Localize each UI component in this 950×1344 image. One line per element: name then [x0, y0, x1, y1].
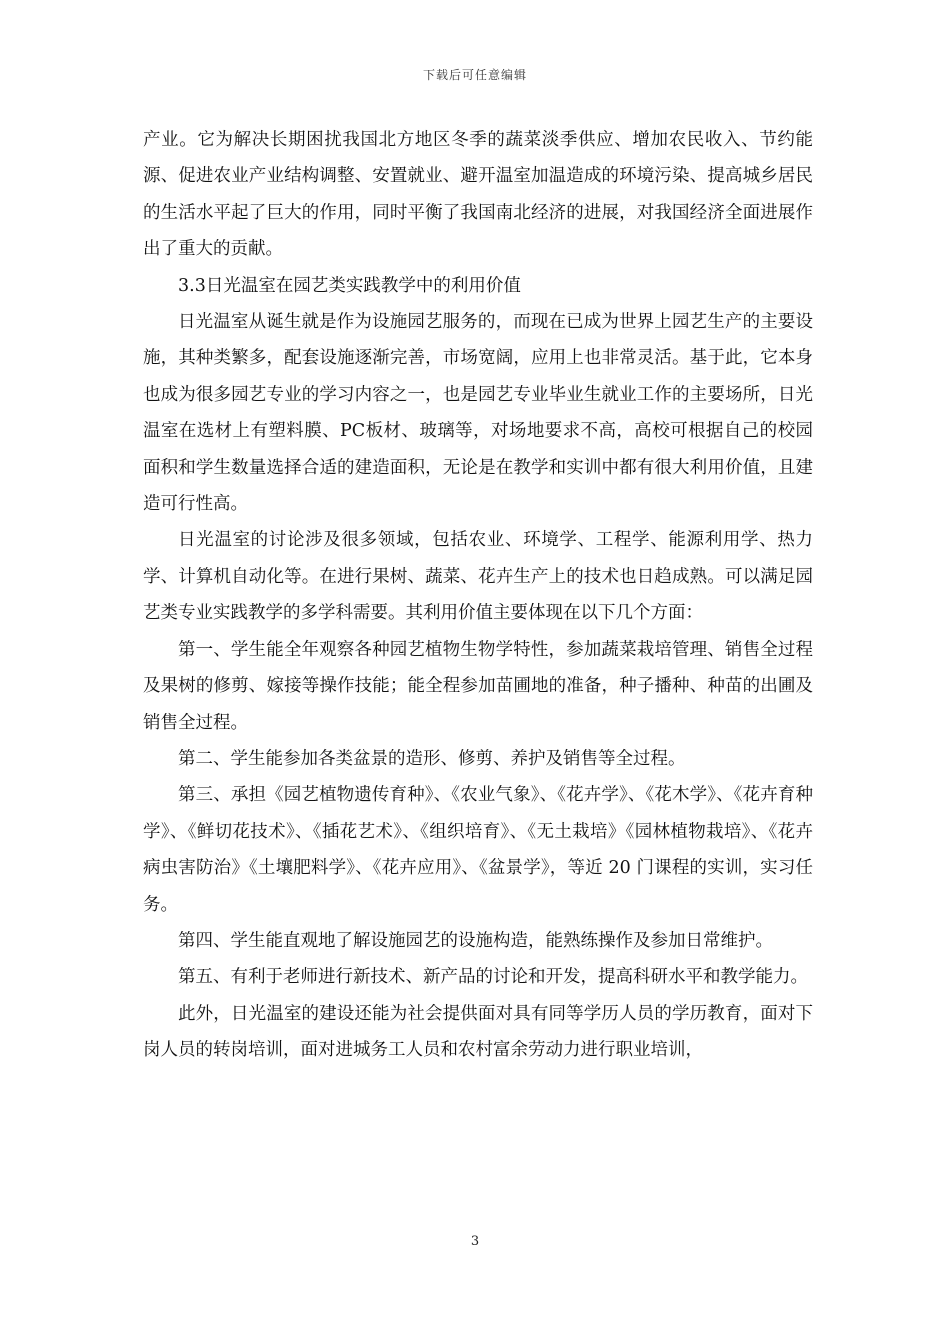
list-item-fifth: 第五、有利于老师进行新技术、新产品的讨论和开发，提高科研水平和教学能力。 [178, 967, 808, 988]
page-number: 3 [470, 1234, 480, 1249]
paragraph: 此外，日光温室的建设还能为社会提供面对具有同等学历人员的学历教育，面对下岗人员的转岗培训，面对进城务工人员和农村富余劳动力进行职业培训， [143, 1003, 813, 1061]
paragraph: 日光温室的讨论涉及很多领域，包括农业、环境学、工程学、能源利用学、热力学、计算机自动化等。在进行果树、蔬菜、花卉生产上的技术也日趋成熟。可以满足园艺类专业实践教学的多学科需要。其利用价值主要体现在以下几个方面： [143, 530, 813, 624]
list-item-third: 第三、承担《园艺植物遗传育种》、《农业气象》、《花卉学》、《花木学》、《花卉育种学》、《鲜切花技术》、《插花艺术》、《组织培育》、《无土栽培》《园林植物栽培》、《花卉病虫害防治》《土壤肥料学》、《花卉应用》、《盆景学》，等近 20 门课程的实训，实习任务。 [143, 785, 813, 915]
list-item-second: 第二、学生能参加各类盆景的造形、修剪、养护及销售等全过程。 [178, 748, 686, 769]
list-item-first: 第一、学生能全年观察各种园艺植物生物学特性，参加蔬菜栽培管理、销售全过程及果树的修剪、嫁接等操作技能；能全程参加苗圃地的准备，种子播种、种苗的出圃及销售全过程。 [143, 639, 813, 733]
paragraph-continuation: 产业。它为解决长期困扰我国北方地区冬季的蔬菜淡季供应、增加农民收入、节约能源、促进农业产业结构调整、安置就业、避开温室加温造成的环境污染、提高城乡居民的生活水平起了巨大的作用，同时平衡了我国南北经济的进展，对我国经济全面进展作出了重大的贡献。 [143, 130, 813, 260]
page-header: 下载后可任意编辑 [422, 68, 527, 82]
body-text [143, 122, 813, 1069]
paragraph: 日光温室从诞生就是作为设施园艺服务的，而现在已成为世界上园艺生产的主要设施，其种类繁多，配套设施逐渐完善，市场宽阔，应用上也非常灵活。基于此，它本身也成为很多园艺专业的学习内容之一，也是园艺专业毕业生就业工作的主要场所，日光温室在选材上有塑料膜、PC板材、玻璃等，对场地要求不高，高校可根据自己的校园面积和学生数量选择合适的建造面积，无论是在教学和实训中都有很大利用价值，且建造可行性高。 [143, 312, 813, 515]
section-heading: 3.3日光温室在园艺类实践教学中的利用价值 [178, 275, 521, 296]
list-item-fourth: 第四、学生能直观地了解设施园艺的设施构造，能熟练操作及参加日常维护。 [178, 930, 773, 951]
